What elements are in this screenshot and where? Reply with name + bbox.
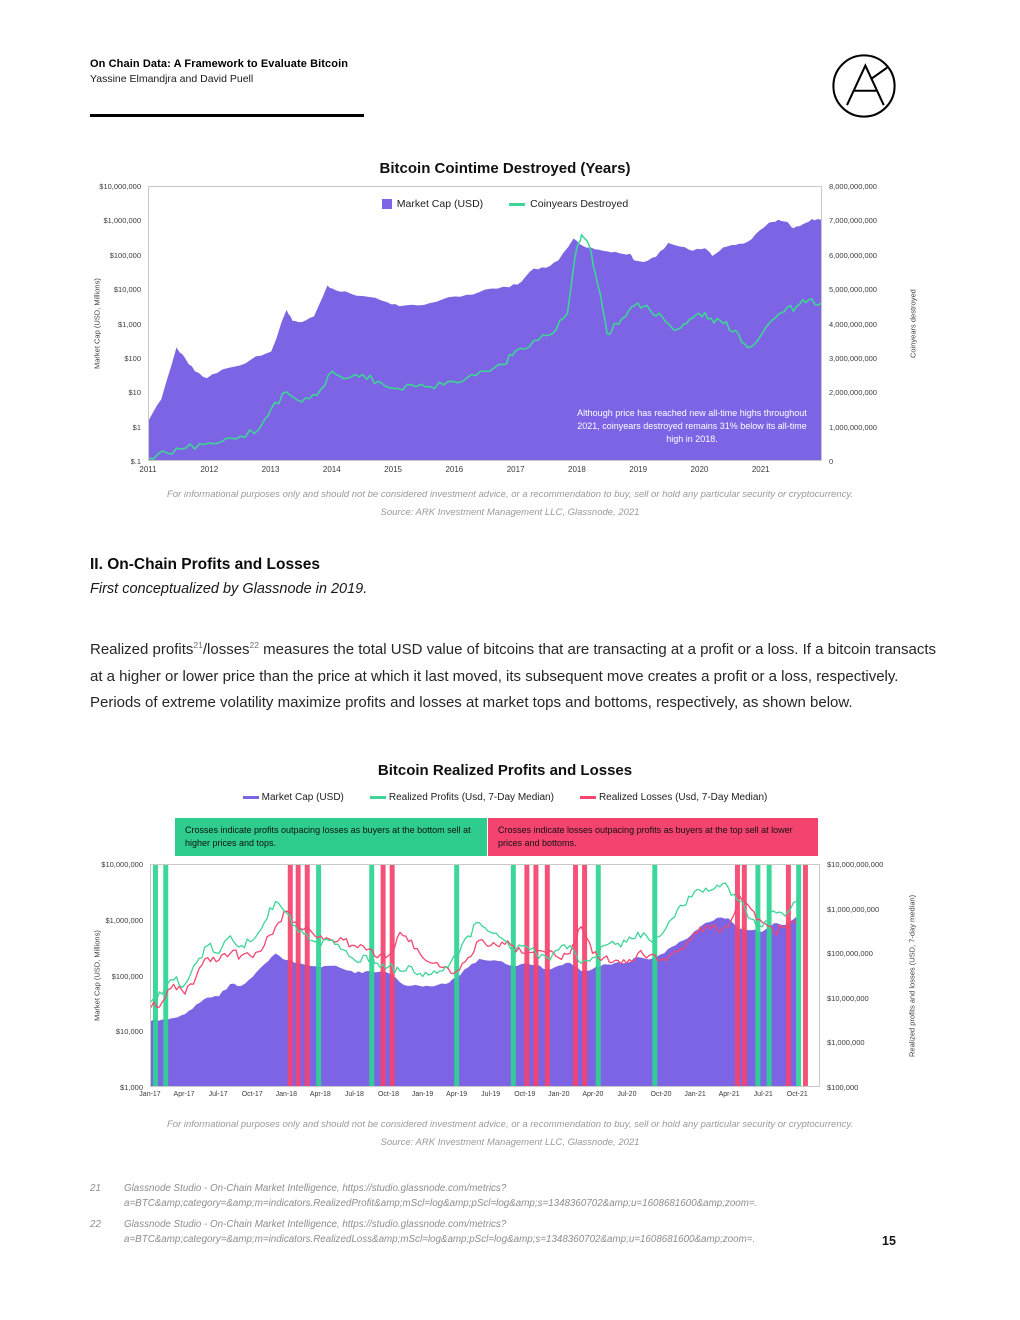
axis-tick-label: Jan-17 (139, 1091, 161, 1098)
axis-tick-label: $100,000,000 (827, 949, 873, 959)
paragraph-text: measures the total USD value of bitcoins that are transacting at a profit or a loss. If a bitcoin transacts at a higher or lower price than the price at which it last moved, its subsequent move creates a profit or a loss, respectively. Periods of extreme volatility maximize profits and losses at market tops and bottoms, respectively, as shown below. (90, 641, 937, 711)
section-subheading: First conceptualized by Glassnode in 2019. (90, 581, 368, 597)
chart-cointime-destroyed (90, 158, 920, 490)
footnote-number: 22 (90, 1219, 101, 1230)
chart2-disclaimer (0, 1116, 1020, 1152)
axis-tick-label: 2021 (751, 465, 770, 474)
axis-tick-label: Apr-17 (173, 1091, 195, 1098)
chart2-left-axis (90, 860, 147, 1092)
legend-label: Realized Profits (Usd, 7-Day Median) (388, 792, 554, 803)
chart-realized-profits-losses (90, 760, 920, 1110)
axis-tick-label: Apr-19 (446, 1091, 468, 1098)
axis-tick-label: 5,000,000,000 (829, 285, 877, 295)
axis-tick-label: 6,000,000,000 (829, 250, 877, 260)
axis-tick-label: $10,000 (115, 1027, 143, 1037)
doc-header (90, 58, 348, 85)
axis-tick-label: Oct-18 (377, 1091, 399, 1098)
axis-tick-label: Jan-18 (275, 1091, 297, 1098)
axis-tick-label: $10 (128, 388, 141, 398)
header-rule (90, 114, 364, 117)
axis-tick-label: 4,000,000,000 (829, 319, 877, 329)
source-text: Source: ARK Investment Management LLC, Glassnode, 2021 (380, 507, 640, 518)
disclaimer-text: For informational purposes only and should not be considered investment advice, or a recommendation to buy, sell or hold any particular security or cryptocurrency. (166, 489, 854, 500)
chart2-plot-area (150, 864, 820, 1087)
ark-logo-icon (830, 52, 898, 120)
footnote-21 (90, 1182, 928, 1211)
chart2-right-axis (824, 860, 920, 1092)
axis-tick-label: 2012 (200, 465, 219, 474)
axis-tick-label: Oct-17 (241, 1091, 263, 1098)
axis-tick-label: $1,000,000 (105, 915, 143, 925)
axis-tick-label: Apr-20 (582, 1091, 604, 1098)
axis-tick-label: Jul-17 (208, 1091, 228, 1098)
axis-tick-label: $100,000 (111, 971, 143, 981)
axis-tick-label: 2014 (322, 465, 341, 474)
axis-tick-label: 2015 (384, 465, 402, 474)
axis-tick-label: $100,000 (827, 1083, 859, 1092)
chart2-right-axis-title: Realized profits and losses (USD, 7-day median) (907, 894, 917, 1057)
axis-tick-label: $.1 (130, 457, 141, 466)
legend-label: Market Cap (USD) (261, 792, 344, 803)
axis-tick-label: Oct-20 (650, 1091, 672, 1098)
axis-tick-label: 2011 (139, 465, 157, 474)
document-title: On Chain Data: A Framework to Evaluate Bitcoin (90, 58, 349, 70)
footnote-22 (90, 1218, 928, 1247)
axis-tick-label: 2019 (629, 465, 648, 474)
axis-tick-label: Apr-18 (309, 1091, 331, 1098)
axis-tick-label: 2013 (261, 465, 280, 474)
chart1-x-axis (139, 465, 822, 479)
section-heading: II. On-Chain Profits and Losses (90, 556, 320, 573)
axis-tick-label: $10,000,000 (101, 860, 143, 869)
axis-tick-label: Jan-20 (548, 1091, 570, 1098)
axis-tick-label: $1,000 (120, 1083, 143, 1092)
chart2-canvas (151, 865, 819, 1086)
legend-marker-icon (370, 796, 386, 799)
axis-tick-label: 2018 (568, 465, 586, 474)
chart1-title: Bitcoin Cointime Destroyed (Years) (379, 160, 631, 177)
axis-tick-label: $100,000 (109, 250, 141, 260)
axis-tick-label: Jan-21 (684, 1091, 706, 1098)
axis-tick-label: 7,000,000,000 (829, 216, 877, 226)
legend-label: Market Cap (USD) (396, 198, 484, 210)
axis-tick-label: 2020 (690, 465, 709, 474)
legend-item (370, 792, 554, 803)
axis-tick-label: $10,000,000 (827, 993, 869, 1003)
disclaimer-text: For informational purposes only and should not be considered investment advice, or a recommendation to buy, sell or hold any particular security or cryptocurrency. (166, 1119, 854, 1130)
axis-tick-label: $1 (132, 422, 141, 432)
paragraph-text: Realized profits (90, 641, 194, 658)
chart1-right-axis (826, 182, 918, 466)
footnote-ref-21: 21 (193, 640, 203, 650)
axis-tick-label: 0 (829, 457, 834, 466)
page-number: 15 (882, 1234, 896, 1248)
axis-tick-label: 8,000,000,000 (829, 182, 877, 191)
footnotes (90, 1182, 928, 1254)
callout-profits: Crosses indicate profits outpacing losses as buyers at the bottom sell at higher prices and tops. (175, 818, 487, 856)
axis-tick-label: Jul-20 (617, 1091, 637, 1098)
legend-label: Coinyears Destroyed (530, 198, 629, 210)
axis-tick-label: $10,000,000 (99, 182, 141, 191)
axis-tick-label: 3,000,000,000 (829, 353, 877, 363)
axis-tick-label: $1,000 (118, 319, 141, 329)
axis-tick-label: $1,000,000 (827, 1038, 865, 1048)
legend-marker-icon (580, 796, 596, 799)
chart2-title: Bitcoin Realized Profits and Losses (377, 762, 633, 779)
legend-label: Realized Losses (Usd, 7-Day Median) (598, 792, 768, 803)
footnote-ref-22: 22 (249, 640, 260, 650)
axis-tick-label: Jul-19 (481, 1091, 501, 1098)
axis-tick-label: 2016 (445, 465, 464, 474)
axis-tick-label: $1,000,000 (103, 216, 141, 226)
callout-losses: Crosses indicate losses outpacing profits as buyers at the top sell at lower prices and bottoms. (488, 818, 818, 856)
footnote-text: Glassnode Studio - On-Chain Market Intelligence, https://studio.glassnode.com/metrics?a=BTC&amp;category=&amp;m=indicators.RealizedProfit&amp;mScl=log&amp;pScl=log&amp;s=1348360702&amp;u=1608681600&amp;zoom=. (124, 1183, 758, 1209)
axis-tick-label: $1,000,000,000 (827, 904, 880, 914)
source-text: Source: ARK Investment Management LLC, Glassnode, 2021 (380, 1137, 640, 1148)
footnote-number: 21 (90, 1183, 101, 1194)
chart1-left-axis (90, 182, 145, 466)
chart1-annotation: Although price has reached new all-time highs throughout 2021, coinyears destroyed remains 31% below its all-time high in 2018. (577, 408, 807, 444)
chart2-left-axis-title: Market Cap (USD, Millions) (92, 930, 102, 1021)
axis-tick-label: $10,000 (113, 285, 141, 295)
axis-tick-label: Jul-21 (753, 1091, 773, 1098)
body-paragraph (90, 632, 940, 717)
chart2-legend (90, 792, 920, 803)
axis-tick-label: 2017 (506, 465, 525, 474)
chart1-right-axis-title: Coinyears destroyed (908, 289, 918, 358)
axis-tick-label: Oct-21 (786, 1091, 808, 1098)
legend-item (580, 792, 767, 803)
axis-tick-label: Jan-19 (411, 1091, 434, 1098)
legend-item (243, 792, 344, 803)
section-heading-block (90, 556, 367, 597)
axis-tick-label: Jul-18 (344, 1091, 364, 1098)
axis-tick-label: 2,000,000,000 (829, 388, 877, 398)
axis-tick-label: Apr-21 (718, 1091, 740, 1098)
paragraph-text: /losses (202, 641, 250, 658)
axis-tick-label: $100 (124, 353, 141, 363)
axis-tick-label: $10,000,000,000 (827, 860, 884, 869)
chart1-disclaimer (0, 486, 1020, 522)
chart1-plot-area (148, 186, 822, 461)
footnote-text: Glassnode Studio - On-Chain Market Intelligence, https://studio.glassnode.com/metrics?a=BTC&amp;category=&amp;m=indicators.RealizedLoss&amp;mScl=log&amp;pScl=log&amp;s=1348360702&amp;u=1608681600&amp;zoom=. (124, 1219, 756, 1245)
legend-marker-icon (243, 796, 259, 799)
document-authors: Yassine Elmandjra and David Puell (90, 73, 254, 85)
axis-tick-label: Oct-19 (514, 1091, 536, 1098)
chart2-x-axis (139, 1091, 820, 1103)
chart1-left-axis-title: Market Cap (USD, Millions) (92, 278, 102, 369)
axis-tick-label: 1,000,000,000 (829, 422, 877, 432)
